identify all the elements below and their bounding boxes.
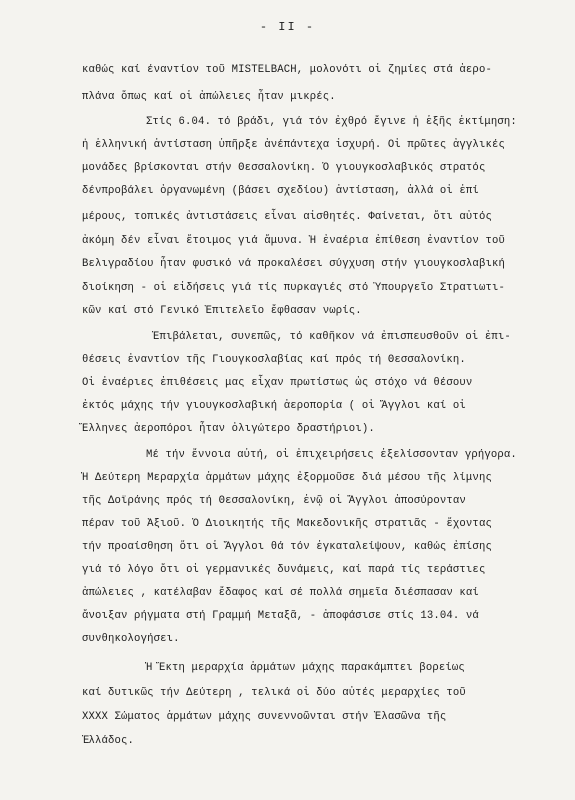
text-line: καθώς καί έναντίον τοῦ MISTELBACH, μολονότι οἱ ζημίες στά ἀερο- <box>82 64 492 76</box>
text-line: XXXX Σώματος ἁρμάτων μάχης συνεννοῶνται στήν Ἐλασῶνα τῆς <box>82 711 447 723</box>
text-line: πλάνα ὅπως καί οἱ ἀπώλειες ἦταν μικρές. <box>82 91 336 103</box>
text-line: ἄνοιξαν ρήγματα στή Γραμμή Μεταξᾶ, - ἀποφάσισε στίς 13.04. νά <box>82 610 479 622</box>
text-line: Στίς 6.04. τό βράδι, γιά τόν ἐχθρό ἔγινε ἡ ἑξῆς ἐκτίμηση: <box>146 116 517 128</box>
text-line: τήν προαίσθηση ὅτι οἱ Ἄγγλοι θά τόν ἐγκαταλείψουν, καθώς ἐπίσης <box>82 541 492 553</box>
text-line: Οἱ ἐναέριες ἐπιθέσεις μας εἶχαν πρωτίστως ὡς στόχο νά θέσουν <box>82 377 473 389</box>
text-line: ἐκτός μάχης τήν γιουγκοσλαβική ἀεροπορία ( οἱ Ἄγγλοι καί οἱ <box>82 400 466 412</box>
text-line: συνθηκολογήσει. <box>82 633 180 645</box>
text-line: πέραν τοῦ Ἀξιοῦ. Ὁ Διοικητής τῆς Μακεδονικῆς στρατιᾶς - ἔχοντας <box>82 518 492 530</box>
text-line: Μέ τήν ἔννοια αὐτή, οἱ ἐπιχειρήσεις ἐξελίσσονταν γρήγορα. <box>146 449 517 461</box>
text-line: ἀπώλειες , κατέλαβαν ἔδαφος καί σέ πολλά σημεῖα διέσπασαν καί <box>82 587 479 599</box>
text-line: καί δυτικῶς τήν Δεύτερη , τελικά οἱ δύο αὐτές μεραρχίες τοῦ <box>82 687 466 699</box>
text-line: μονάδες βρίσκονται στήν Θεσσαλονίκη. Ὁ γιουγκοσλαβικός στρατός <box>82 162 486 174</box>
text-line: μέρους, τοπικές ἀντιστάσεις εἶναι αἰσθητές. Φαίνεται, ὅτι αὐτός <box>82 211 492 223</box>
text-line: γιά τό λόγο ὅτι οἱ γερμανικές δυνάμεις, καί παρά τίς τεράστιες <box>82 564 486 576</box>
text-line: θέσεις ἐναντίον τῆς Γιουγκοσλαβίας καί πρός τή Θεσσαλονίκη. <box>82 354 466 366</box>
text-line: Βελιγραδίου ἦταν φυσικό νά προκαλέσει σύγχυση στήν γιουγκοσλαβική <box>82 258 505 270</box>
text-line: Ἡ Ἕκτη μεραρχία ἁρμάτων μάχης παρακάμπτει βορείως <box>146 662 465 674</box>
text-line: Ἡ Δεύτερη Μεραρχία ἁρμάτων μάχης ἐξορμοῦσε διά μέσου τῆς λίμνης <box>82 472 492 484</box>
text-line: τῆς Δοϊράνης πρός τή Θεσσαλονίκη, ἐνῷ οἱ Ἄγγλοι ἀποσύρονταν <box>82 495 466 507</box>
text-line: δένπροβάλει ὀργανωμένη (βάσει σχεδίου) ἀντίσταση, ἀλλά οἱ ἐπί <box>82 185 479 197</box>
text-line: κῶν καί στό Γενικό Ἐπιτελεῖο ἔφθασαν νωρίς. <box>82 305 362 317</box>
text-line: ἀκόμη δέν εἶναι ἕτοιμος γιά ἄμυνα. Ἡ ἐναέρια ἐπίθεση ἐναντίον τοῦ <box>82 235 505 247</box>
page-number: - II - <box>259 20 316 34</box>
text-line: ἡ ἑλληνική ἀντίσταση ὑπῆρξε ἀνέπάντεχα ἰσχυρή. Οἱ πρῶτες ἀγγλικές <box>82 139 505 151</box>
text-line: διοίκηση - οἱ εἰδήσεις γιά τίς πυρκαγιές στό Ὑπουργεῖο Στρατιωτι- <box>82 282 505 294</box>
text-line: Ἐπιβάλεται, συνεπῶς, τό καθῆκον νά ἐπισπευσθοῦν οἱ ἐπι- <box>153 331 511 343</box>
text-line: Ἑλλάδος. <box>82 735 135 747</box>
text-line: Ἕλληνες ἀεροπόροι ἦταν ὀλιγώτερο δραστήριοι). <box>82 423 375 435</box>
